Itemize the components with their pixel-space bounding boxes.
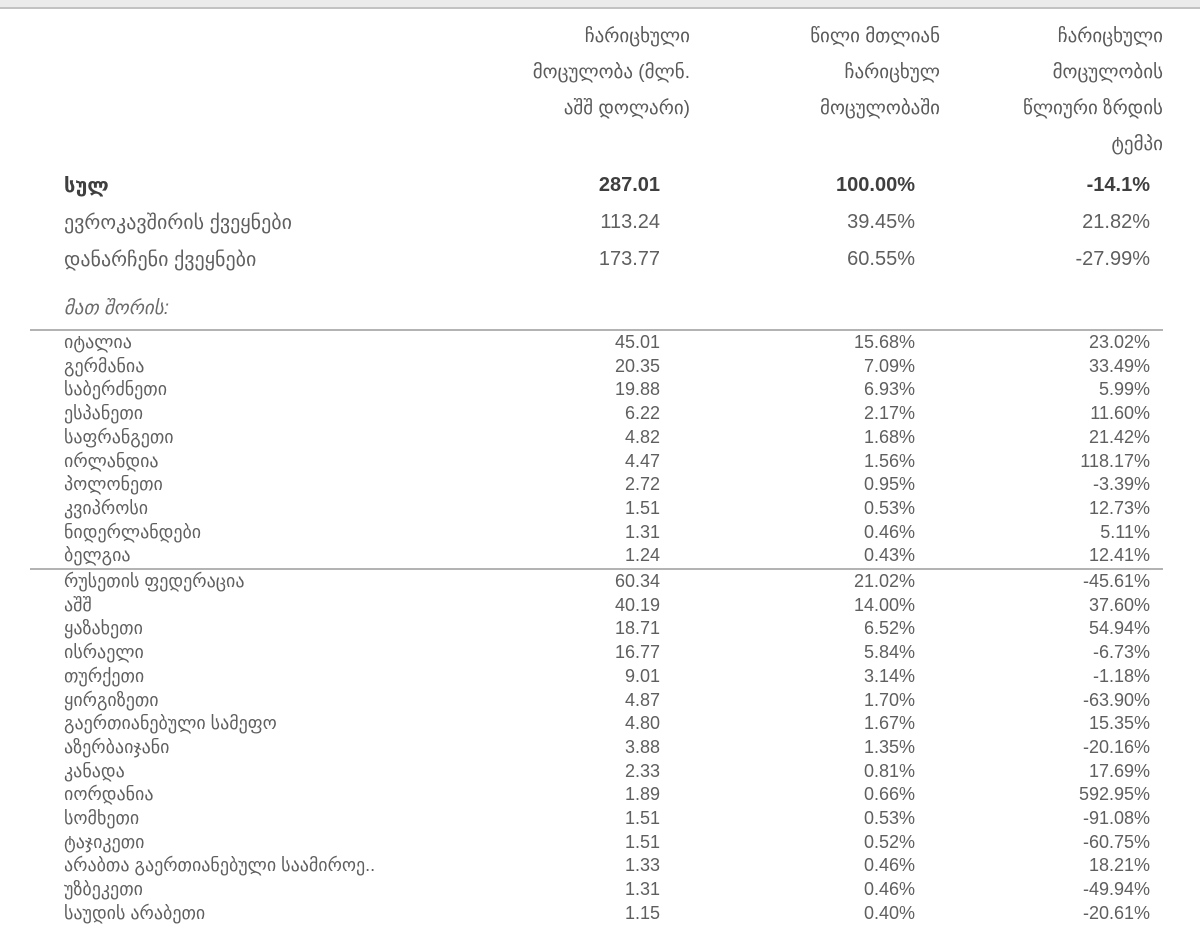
- table-row[interactable]: [30, 878, 1163, 902]
- table-row[interactable]: [30, 617, 1163, 641]
- cell-name: ბელგია: [64, 545, 131, 566]
- cell-name: კვიპროსი: [64, 497, 149, 518]
- cell-growth: 18.21%: [1088, 855, 1150, 876]
- cell-growth: 54.94%: [1088, 618, 1150, 639]
- cell-volume: 1.51: [624, 831, 660, 852]
- cell-growth: -3.39%: [1092, 474, 1150, 495]
- cell-volume: 1.33: [624, 855, 660, 876]
- cell-growth: 21.82%: [1082, 211, 1150, 233]
- cell-name: პოლონეთი: [64, 474, 163, 495]
- cell-name: გაერთიანებული სამეფო: [64, 713, 277, 734]
- cell-volume: 1.24: [624, 545, 660, 566]
- cell-growth: 12.73%: [1088, 497, 1150, 518]
- column-header-share[interactable]: [690, 9, 940, 167]
- cell-share: 1.35%: [863, 736, 915, 757]
- cell-growth: -1.18%: [1092, 665, 1150, 686]
- cell-volume: 173.77: [598, 248, 660, 270]
- cell-share: 100.00%: [836, 174, 915, 196]
- cell-name: ესპანეთი: [64, 403, 144, 424]
- cell-share: 2.17%: [863, 403, 915, 424]
- cell-share: 0.46%: [863, 879, 915, 900]
- cell-share: 60.55%: [847, 248, 915, 270]
- cell-name: არაბთა გაერთიანებული საამიროე..: [64, 855, 376, 876]
- cell-share: 7.09%: [863, 355, 915, 376]
- table-row[interactable]: [30, 355, 1163, 379]
- cell-growth: -91.08%: [1082, 808, 1150, 829]
- cell-volume: 287.01: [598, 174, 660, 196]
- header-line: წლიური ზრდის: [1023, 98, 1163, 119]
- cell-volume: 4.80: [624, 713, 660, 734]
- table-row[interactable]: [30, 689, 1163, 713]
- cell-name: ირლანდია: [64, 450, 159, 471]
- cell-growth: -27.99%: [1075, 248, 1150, 270]
- cell-share: 3.14%: [863, 665, 915, 686]
- table-row[interactable]: [30, 783, 1163, 807]
- cell-volume: 9.01: [624, 665, 660, 686]
- cell-volume: 4.87: [624, 689, 660, 710]
- summary-section: [30, 167, 1163, 278]
- cell-growth: 592.95%: [1078, 784, 1150, 805]
- cell-name: რუსეთის ფედერაცია: [64, 571, 245, 592]
- cell-name: საფრანგეთი: [64, 426, 174, 447]
- header-line: მოცულობის: [1052, 62, 1163, 83]
- column-header-volume[interactable]: [450, 9, 690, 167]
- cell-growth: 11.60%: [1090, 403, 1150, 424]
- cell-name: ყაზახეთი: [64, 618, 143, 639]
- cell-share: 14.00%: [853, 594, 915, 615]
- table-row[interactable]: [30, 167, 1163, 204]
- cell-volume: 113.24: [600, 211, 660, 233]
- table-row[interactable]: [30, 831, 1163, 855]
- header-line: აშშ დოლარი): [563, 98, 690, 119]
- table-row[interactable]: [30, 521, 1163, 545]
- cell-volume: 4.82: [624, 426, 660, 447]
- cell-growth: 118.17%: [1080, 450, 1150, 471]
- interim-label: მათ შორის:: [64, 297, 170, 319]
- cell-name: იორდანია: [64, 784, 154, 805]
- cell-growth: -20.16%: [1082, 736, 1150, 757]
- table-row[interactable]: [30, 241, 1163, 278]
- cell-name: სომხეთი: [64, 808, 140, 829]
- cell-share: 15.68%: [853, 332, 915, 352]
- cell-growth: 17.69%: [1088, 760, 1150, 781]
- cell-volume: 2.72: [624, 474, 660, 495]
- cell-share: 0.66%: [863, 784, 915, 805]
- cell-volume: 18.71: [614, 618, 660, 639]
- cell-name: ევროკავშირის ქვეყნები: [64, 212, 292, 234]
- cell-name: თურქეთი: [64, 665, 145, 686]
- table-row[interactable]: [30, 807, 1163, 831]
- cell-share: 0.43%: [863, 545, 915, 566]
- cell-volume: 1.31: [624, 879, 660, 900]
- cell-name: კანადა: [64, 760, 125, 781]
- cell-growth: 12.41%: [1088, 545, 1150, 566]
- cell-volume: 16.77: [614, 642, 660, 663]
- cell-volume: 1.51: [624, 497, 660, 518]
- interim-row: [30, 278, 1163, 330]
- cell-growth: 23.02%: [1088, 332, 1150, 352]
- cell-growth: 5.99%: [1098, 379, 1150, 400]
- cell-name: ტაჯიკეთი: [64, 831, 145, 852]
- table-row[interactable]: [30, 641, 1163, 665]
- cell-name: იტალია: [64, 332, 132, 352]
- cell-share: 6.52%: [863, 618, 915, 639]
- cell-growth: 21.42%: [1088, 426, 1150, 447]
- table-row[interactable]: [30, 854, 1163, 878]
- header-line: მოცულობა (მლნ.: [532, 62, 690, 83]
- table-row[interactable]: [30, 473, 1163, 497]
- top-border: [0, 0, 1200, 9]
- cell-growth: 37.60%: [1088, 594, 1150, 615]
- cell-name: გერმანია: [64, 355, 145, 376]
- cell-name: ნიდერლანდები: [64, 521, 202, 542]
- cell-growth: -6.73%: [1092, 642, 1150, 663]
- cell-volume: 1.15: [624, 902, 660, 923]
- cell-name: აზერბაიჯანი: [64, 736, 170, 757]
- cell-volume: 40.19: [614, 594, 660, 615]
- header-line: ჩარიცხული: [584, 26, 690, 47]
- cell-share: 0.53%: [863, 808, 915, 829]
- table-row[interactable]: [30, 569, 1163, 594]
- table-row[interactable]: [30, 204, 1163, 241]
- cell-name: საუდის არაბეთი: [64, 902, 206, 923]
- cell-share: 6.93%: [863, 379, 915, 400]
- cell-name: ისრაელი: [64, 642, 144, 663]
- cell-name: ყირგიზეთი: [64, 689, 159, 710]
- header-line: ჩარიცხული: [1057, 26, 1163, 47]
- cell-growth: 33.49%: [1088, 355, 1150, 376]
- cell-name: დანარჩენი ქვეყნები: [64, 249, 257, 271]
- cell-name: უზბეკეთი: [64, 879, 143, 900]
- header-line: ტემპი: [1111, 134, 1163, 155]
- cell-volume: 3.88: [624, 736, 660, 757]
- cell-share: 0.40%: [863, 902, 915, 923]
- table-row[interactable]: [30, 450, 1163, 474]
- cell-volume: 1.89: [624, 784, 660, 805]
- table-row[interactable]: [30, 736, 1163, 760]
- cell-share: 1.68%: [863, 426, 915, 447]
- interim-section: [30, 278, 1163, 330]
- cell-share: 0.46%: [863, 855, 915, 876]
- cell-share: 5.84%: [863, 642, 915, 663]
- header-line: ჩარიცხულ: [844, 62, 940, 83]
- cell-share: 0.53%: [863, 497, 915, 518]
- table-row[interactable]: [30, 402, 1163, 426]
- cell-share: 0.52%: [863, 831, 915, 852]
- eu-countries-section: [30, 330, 1163, 569]
- table-row[interactable]: [30, 330, 1163, 355]
- table-row[interactable]: [30, 902, 1163, 925]
- cell-growth: -63.90%: [1082, 689, 1150, 710]
- cell-volume: 4.47: [624, 450, 660, 471]
- table-row[interactable]: [30, 497, 1163, 521]
- cell-volume: 1.51: [624, 808, 660, 829]
- cell-volume: 60.34: [614, 571, 660, 592]
- cell-share: 0.81%: [863, 760, 915, 781]
- cell-volume: 2.33: [624, 760, 660, 781]
- remittances-table: [30, 9, 1163, 925]
- table-row[interactable]: [30, 594, 1163, 618]
- table-header: [30, 9, 1163, 167]
- table-row[interactable]: [30, 665, 1163, 689]
- cell-growth: -60.75%: [1082, 831, 1150, 852]
- column-header-growth[interactable]: [940, 9, 1163, 167]
- cell-share: 39.45%: [847, 211, 915, 233]
- cell-growth: -14.1%: [1086, 174, 1150, 196]
- cell-growth: -49.94%: [1082, 879, 1150, 900]
- other-countries-section: [30, 569, 1163, 925]
- cell-share: 1.67%: [863, 713, 915, 734]
- cell-share: 1.70%: [863, 689, 915, 710]
- cell-growth: -45.61%: [1082, 571, 1150, 592]
- header-line: წილი მთლიან: [810, 26, 940, 47]
- cell-growth: -20.61%: [1082, 902, 1150, 923]
- cell-volume: 19.88: [614, 379, 660, 400]
- cell-share: 0.95%: [863, 474, 915, 495]
- cell-name: საბერძნეთი: [64, 379, 168, 400]
- cell-share: 0.46%: [863, 521, 915, 542]
- table-row[interactable]: [30, 760, 1163, 784]
- cell-volume: 45.01: [614, 332, 660, 352]
- cell-share: 1.56%: [863, 450, 915, 471]
- cell-volume: 6.22: [624, 403, 660, 424]
- cell-volume: 1.31: [624, 521, 660, 542]
- cell-name: სულ: [64, 175, 109, 197]
- cell-growth: 15.35%: [1088, 713, 1150, 734]
- table-row[interactable]: [30, 712, 1163, 736]
- column-header-empty: [30, 9, 450, 167]
- table-row[interactable]: [30, 544, 1163, 569]
- table-row[interactable]: [30, 378, 1163, 402]
- cell-share: 21.02%: [853, 571, 915, 592]
- cell-volume: 20.35: [614, 355, 660, 376]
- header-line: მოცულობაში: [820, 98, 940, 119]
- table-row[interactable]: [30, 426, 1163, 450]
- cell-growth: 5.11%: [1100, 521, 1150, 542]
- cell-name: აშშ: [64, 594, 92, 615]
